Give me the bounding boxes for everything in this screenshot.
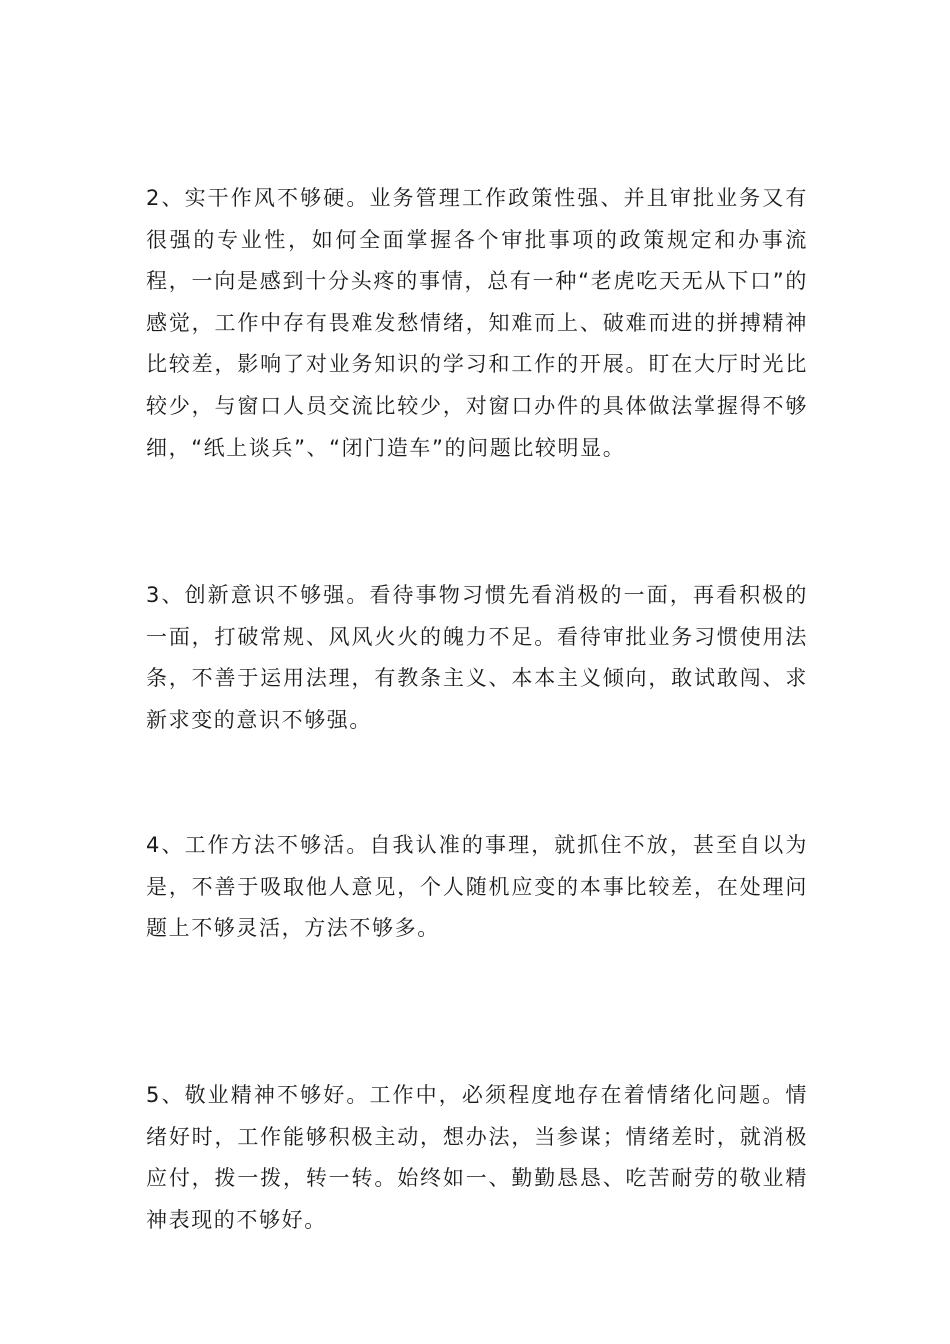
paragraph-point-2: 2、实干作风不够硬。业务管理工作政策性强、并且审批业务又有很强的专业性，如何全面掌握各个审批事项的政策规定和办事流程，一向是感到十分头疼的事情，总有一种“老虎吃天无从下口”的感觉，工作中存有畏难发愁情绪，知难而上、破难而进的拼搏精神比较差，影响了对业务知识的学习和工作的开展。盯在大厅时光比较少，与窗口人员交流比较少，对窗口办件的具体做法掌握得不够细，“纸上谈兵”、“闭门造车”的问题比较明显。 [146,186,808,460]
paragraph-point-3: 3、创新意识不够强。看待事物习惯先看消极的一面，再看积极的一面，打破常规、风风火火的魄力不足。看待审批业务习惯使用法条，不善于运用法理，有教条主义、本本主义倾向，敢试敢闯、求新求变的意识不够强。 [146,583,808,732]
paragraph-point-4: 4、工作方法不够活。自我认准的事理，就抓住不放，甚至自以为是，不善于吸取他人意见，个人随机应变的本事比较差，在处理问题上不够灵活，方法不够多。 [146,833,808,941]
paragraph-point-5: 5、敬业精神不够好。工作中，必须程度地存在着情绪化问题。情绪好时，工作能够积极主动，想办法，当参谋；情绪差时，就消极应付，拨一拨，转一转。始终如一、勤勤恳恳、吃苦耐劳的敬业精神表现的不够好。 [146,1083,808,1232]
